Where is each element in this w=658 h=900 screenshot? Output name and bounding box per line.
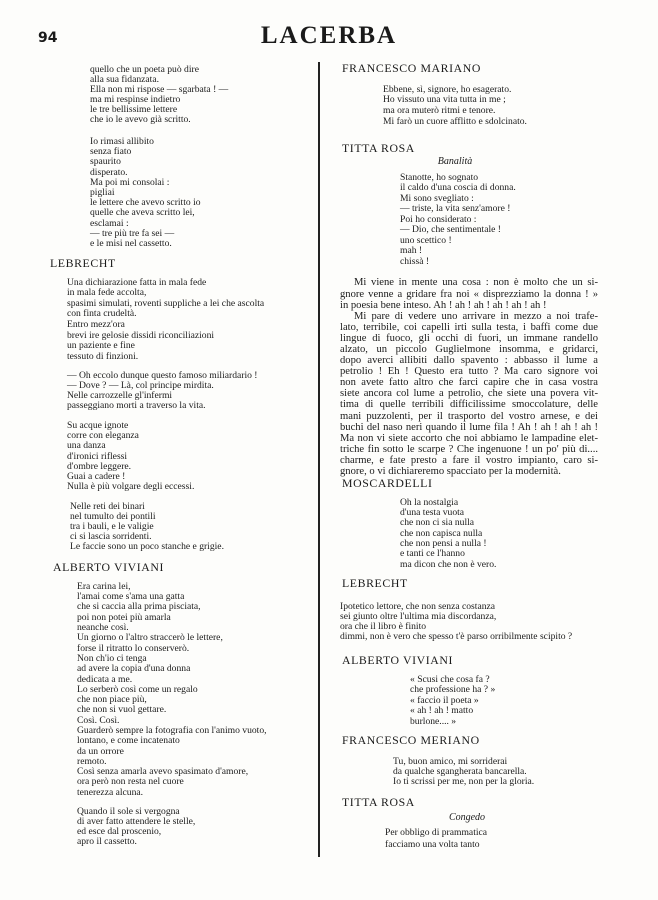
text-line: Su acque ignote bbox=[67, 419, 129, 431]
text-line: petrolio ! Eh ! Questo era tutto ? Ma caro signore voi bbox=[340, 366, 598, 378]
text-line: Mi viene in mente una cosa : non è molto che un si- bbox=[354, 277, 598, 289]
text-line: ora che il libro è finito bbox=[340, 621, 427, 632]
text-line: in mala fede accolta, bbox=[67, 287, 147, 299]
text-line: gnore venne a gridare fra noi « disprezziamo la donna ! » bbox=[340, 288, 598, 300]
text-line: neanche così. bbox=[77, 622, 129, 634]
text-line: Entro mezz'ora bbox=[67, 319, 125, 331]
text-line: un paziente e fine bbox=[67, 340, 135, 352]
text-line: spasimi simulati, roventi suppliche a lei che ascolta bbox=[67, 297, 265, 309]
text-line: tenerezza alcuna. bbox=[77, 786, 144, 798]
text-line: Nelle carrozzelle gl'infermi bbox=[67, 390, 173, 401]
text-line: Così senza amarla avevo spasimato d'amore, bbox=[77, 766, 249, 778]
text-line: Poi ho considerato : bbox=[400, 213, 477, 225]
text-line: d'una testa vuota bbox=[400, 507, 465, 519]
text-line: — triste, la vita senz'amore ! bbox=[400, 203, 511, 215]
author-heading: LEBRECHT bbox=[50, 256, 116, 270]
text-line: quello che un poeta può dire bbox=[90, 64, 199, 75]
poem-title: Banalità bbox=[437, 156, 473, 167]
text-line: che professione ha ? » bbox=[410, 684, 496, 696]
text-line: che non pensi a nulla ! bbox=[400, 538, 487, 550]
text-line: uno scettico ! bbox=[400, 234, 452, 246]
text-line: disperato. bbox=[90, 166, 128, 178]
text-line: « ah ! ah ! matto bbox=[410, 705, 474, 717]
text-line: Mi farò un cuore afflitto e sdolcinato. bbox=[383, 115, 527, 127]
text-line: dedicata a me. bbox=[77, 673, 133, 685]
text-line: d'ombre leggere. bbox=[67, 460, 132, 472]
text-line: Guai a cadere ! bbox=[67, 470, 126, 482]
text-line: con finta crudeltà. bbox=[67, 308, 137, 320]
text-line: da qualche sgangherata bancarella. bbox=[393, 766, 527, 777]
author-heading: FRANCESCO MERIANO bbox=[342, 733, 480, 747]
text-line: apro il cassetto. bbox=[77, 836, 137, 847]
text-line: tessuto di finzioni. bbox=[67, 350, 139, 362]
text-line: chissà ! bbox=[400, 255, 430, 267]
author-heading: ALBERTO VIVIANI bbox=[342, 653, 454, 667]
author-heading: TITTA ROSA bbox=[342, 141, 415, 155]
text-line: ora però non resta nel cuore bbox=[77, 776, 184, 788]
text-line: dimmi, non è vero che spesso t'è parso orribilmente scipito ? bbox=[340, 631, 573, 642]
text-line: Io rimasi allibito bbox=[90, 135, 154, 147]
column-divider bbox=[318, 62, 320, 857]
text-line: — Dove ? — Là, col principe mirdita. bbox=[67, 380, 214, 391]
text-line: il caldo d'una coscia di donna. bbox=[400, 182, 516, 194]
poem-stanza bbox=[70, 502, 224, 552]
text-line: Nelle reti dei binari bbox=[70, 501, 145, 512]
text-line: l'amai come s'ama una gatta bbox=[77, 591, 185, 603]
text-line: ma mi respinse indietro bbox=[90, 94, 181, 105]
text-line: siete ancora col lume a petrolio, che siete una povera vit- bbox=[340, 388, 598, 400]
text-line: tima di quelle terribili difficilissime smoccolature, delle bbox=[340, 399, 598, 411]
poem-stanza bbox=[400, 498, 496, 570]
text-line: Stanotte, ho sognato bbox=[400, 171, 479, 183]
text-line: lingue di fuoco, gli occhi di fuori, un immane randello bbox=[340, 332, 598, 344]
text-line: quelle che aveva scritto lei, bbox=[90, 207, 195, 219]
text-line: Io ti scrissi per me, non per la gloria. bbox=[393, 776, 535, 787]
journal-title: LACERBA bbox=[260, 22, 398, 49]
text-line: Mi sono svegliato : bbox=[400, 192, 474, 204]
poem-stanza bbox=[67, 371, 258, 411]
text-line: gnore, o vi dichiareremo spacciato per la modernità. bbox=[340, 466, 561, 478]
text-line: le lettere che avevo scritto io bbox=[90, 197, 201, 209]
text-line: — Dio, che sentimentale ! bbox=[400, 224, 501, 236]
text-line: — Oh eccolo dunque questo famoso miliardario ! bbox=[67, 370, 258, 381]
text-line: in poesia bene inteso. Ah ! ah ! ah ! ah ! ah ! ah ! bbox=[340, 299, 547, 311]
text-line: Un giorno o l'altro straccerò le lettere, bbox=[77, 632, 223, 644]
text-line: charme, e fate presto a fare il vostro impianto, caro si- bbox=[340, 454, 598, 466]
text-line: Guarderò sempre la fotografia con l'animo vuoto, bbox=[77, 725, 267, 736]
text-line: ci si lascia sorridenti. bbox=[70, 531, 152, 542]
text-line: spaurito bbox=[90, 156, 121, 168]
text-line: Ella non mi rispose — sgarbata ! — bbox=[90, 84, 229, 95]
text-line: non avete fatto altro che farci capire che in casa vostra bbox=[340, 377, 598, 389]
poem-stanza bbox=[67, 421, 194, 492]
author-heading: ALBERTO VIVIANI bbox=[53, 560, 165, 574]
poem-stanza bbox=[90, 65, 228, 125]
text-line: brevi ire gelosie dissidi riconciliazioni bbox=[67, 329, 215, 341]
text-line: che non capisca nulla bbox=[400, 527, 483, 539]
text-line: ma dicon che non è vero. bbox=[400, 558, 497, 570]
text-line: Lo serberò così come un regalo bbox=[77, 683, 198, 695]
text-line: mah ! bbox=[400, 245, 423, 257]
author-heading: MOSCARDELLI bbox=[342, 476, 433, 490]
poem-stanza bbox=[67, 278, 264, 363]
text-line: buchi del naso neri quando il lume fila ! Ah ! ah ! ah ! ah ! bbox=[340, 421, 598, 433]
text-line: alzato, un piccolo Guglielmone insomma, e gridarci, bbox=[340, 344, 598, 355]
poem-stanza bbox=[393, 757, 534, 787]
text-line: Nulla è più volgare degli eccessi. bbox=[67, 481, 195, 493]
text-line: Ma poi mi consolai : bbox=[90, 176, 170, 188]
text-line: Tu, buon amico, mi sorriderai bbox=[393, 756, 508, 767]
text-line: Ho vissuto una vita tutta in me ; bbox=[383, 94, 506, 106]
text-line: pigliai bbox=[90, 186, 115, 198]
text-line: « Scusi che cosa fa ? bbox=[410, 673, 490, 685]
author-heading: FRANCESCO MARIANO bbox=[342, 61, 482, 75]
author-heading: TITTA ROSA bbox=[342, 795, 415, 809]
text-line: una danza bbox=[67, 440, 106, 452]
text-line: Le faccie sono un poco stanche e grigie. bbox=[70, 541, 224, 552]
poem-stanza bbox=[383, 85, 527, 128]
text-line: da un orrore bbox=[77, 745, 124, 757]
text-line: Per obbligo di prammatica bbox=[385, 827, 488, 838]
text-line: sei giunto oltre l'ultima mia discordanza, bbox=[340, 611, 497, 622]
text-line: — tre più tre fa sei — bbox=[90, 227, 175, 239]
text-line: Così. Così. bbox=[77, 714, 120, 726]
text-line: triche fin sotto le scarpe ? Che ingenuone ! un po' più di.... bbox=[340, 443, 598, 455]
text-line: che non ci sia nulla bbox=[400, 517, 475, 529]
poem-stanza bbox=[400, 173, 516, 268]
text-line: dopo averci allibiti dallo spavento : abbasso il lume a bbox=[340, 355, 598, 367]
text-line: d'ironici riflessi bbox=[67, 450, 128, 462]
poem-title: Congedo bbox=[448, 812, 486, 823]
text-line: Ma non vi siete accorto che noi abbiamo le lampadine elet- bbox=[340, 432, 598, 444]
text-line: ad avere la copia d'una donna bbox=[77, 663, 191, 675]
text-line: alla sua fidanzata. bbox=[90, 74, 159, 85]
prose-paragraphs bbox=[340, 277, 598, 477]
text-line: Ebbene, sì, signore, ho esagerato. bbox=[383, 83, 512, 95]
poem-stanza bbox=[410, 675, 495, 728]
text-line: Ipotetico lettore, che non senza costanza bbox=[340, 601, 496, 612]
text-line: facciamo una volta tanto bbox=[385, 839, 480, 850]
text-line: remoto. bbox=[77, 755, 107, 767]
text-line: che non piace più, bbox=[77, 694, 147, 706]
text-line: tra i bauli, e le valigie bbox=[70, 521, 154, 532]
text-line: senza fiato bbox=[90, 146, 132, 158]
text-line: corre con eleganza bbox=[67, 430, 139, 442]
text-line: lontano, e come incatenato bbox=[77, 735, 180, 747]
text-line: le tre bellissime lettere bbox=[90, 104, 178, 115]
text-line: mani puzzolenti, per il trasporto del vostro arnese, e dei bbox=[340, 410, 598, 422]
page-number: 94 bbox=[38, 30, 58, 46]
text-line: e tanti ce l'hanno bbox=[400, 548, 465, 560]
text-line: ed esce dal proscenio, bbox=[77, 826, 162, 837]
text-line: burlone.... » bbox=[410, 715, 457, 727]
poem-stanza bbox=[77, 582, 267, 798]
text-line: passeggiano morti a traverso la vita. bbox=[67, 400, 206, 411]
text-line: Non ch'io ci tenga bbox=[77, 652, 147, 664]
poem-stanza bbox=[385, 827, 487, 851]
poem-stanza bbox=[77, 807, 195, 847]
text-line: Una dichiarazione fatta in mala fede bbox=[67, 276, 207, 288]
text-line: nel tumulto dei pontili bbox=[70, 511, 156, 522]
text-line: forse il ritratto lo conserverò. bbox=[77, 642, 190, 654]
text-line: di aver fatto attendere le stelle, bbox=[77, 816, 196, 827]
text-line: Mi pare di vedere uno arrivare in mezzo a noi trafe- bbox=[354, 310, 598, 322]
text-line: che non si vuol gettare. bbox=[77, 704, 167, 716]
text-line: e le misi nel cassetto. bbox=[90, 237, 172, 249]
poem-stanza bbox=[340, 602, 572, 642]
text-line: lato, terribile, coi capelli irti sulla testa, i baffi come due bbox=[340, 321, 598, 333]
text-line: esclamai : bbox=[90, 217, 129, 229]
text-line: che si caccia alla prima pisciata, bbox=[77, 601, 201, 613]
text-line: Quando il sole si vergogna bbox=[77, 806, 180, 817]
text-line: che io le avevo già scritto. bbox=[90, 114, 191, 125]
poem-stanza bbox=[90, 137, 201, 249]
text-line: Oh la nostalgia bbox=[400, 496, 459, 508]
text-line: Era carina lei, bbox=[77, 580, 131, 592]
text-line: « faccio il poeta » bbox=[410, 694, 479, 706]
author-heading: LEBRECHT bbox=[342, 576, 408, 590]
text-line: ma ora muterò ritmi e tenore. bbox=[383, 105, 496, 117]
text-line: poi non potei più amarla bbox=[77, 611, 171, 623]
